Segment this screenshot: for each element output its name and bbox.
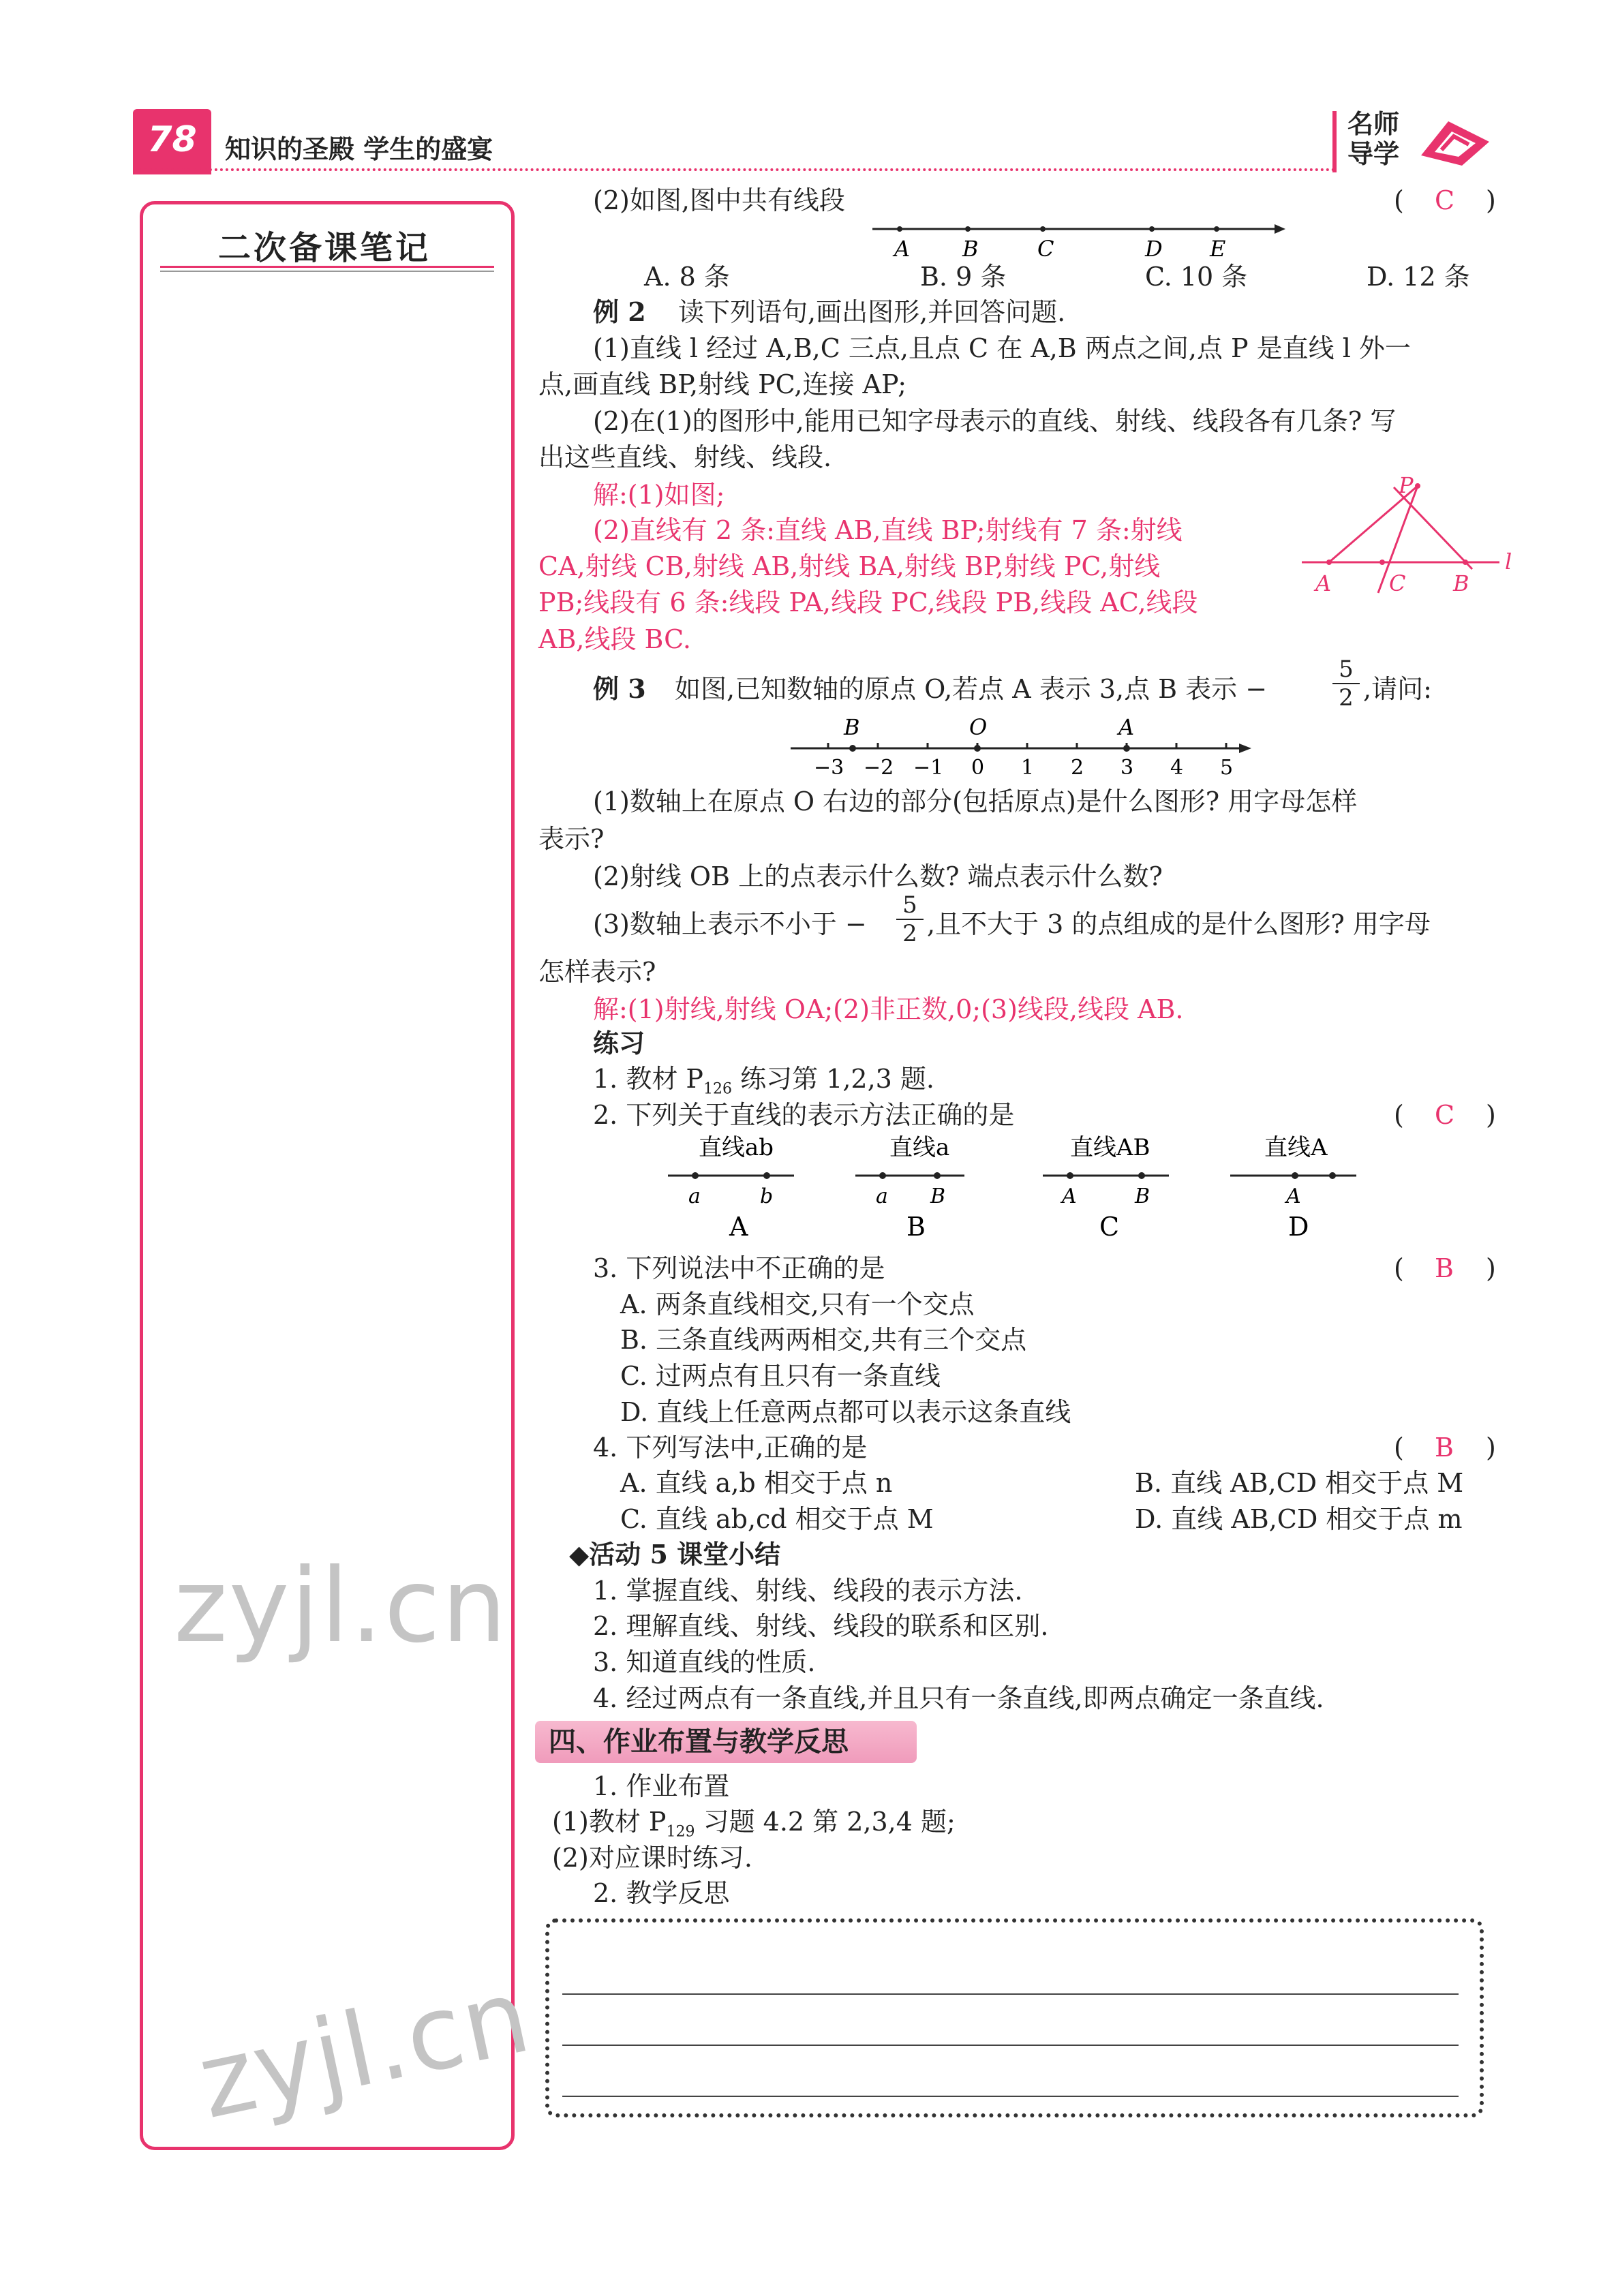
sidebar-rule xyxy=(160,266,494,268)
activity5-item: 4. 经过两点有一条直线,并且只有一条直线,即两点确定一条直线. xyxy=(593,1683,1324,1713)
ex3-intro: 如图,已知数轴的原点 O,若点 A 表示 3,点 B 表示 − xyxy=(675,674,1268,704)
ex3-q3-end: ,且不大于 3 的点组成的是什么图形? 用字母 xyxy=(927,909,1431,939)
ex3-number-line xyxy=(784,716,1261,784)
reflection-box xyxy=(545,1918,1484,2117)
item2-fig-right-label: A xyxy=(1286,1184,1301,1208)
item2-answer: C xyxy=(1435,1100,1455,1130)
ex3-tick: 2 xyxy=(1071,756,1084,780)
item3-option: D. 直线上任意两点都可以表示这条直线 xyxy=(620,1397,1071,1427)
notes-sidebar xyxy=(140,201,515,2150)
ex2-label-l: l xyxy=(1505,549,1512,575)
ex3-title: 例 3 xyxy=(593,673,646,704)
watermark: zyjl.cn xyxy=(189,1956,540,2143)
ex2-solution-3: CA,射线 CB,射线 AB,射线 BA,射线 BP,射线 PC,射线 xyxy=(538,551,1161,581)
ex3-intro-tail: ,请问: xyxy=(1363,674,1432,704)
ex3-tick: 4 xyxy=(1170,756,1184,780)
item2-fig-left-label: a xyxy=(688,1184,701,1208)
ex3-tick: 5 xyxy=(1220,756,1234,780)
item2-fig-right-label: b xyxy=(760,1184,774,1208)
q2-answer-close: ) xyxy=(1486,185,1496,215)
activity5-title: ◆活动 5 课堂小结 xyxy=(569,1539,781,1570)
item2-fig-left-label: a xyxy=(876,1184,888,1208)
ex2-solution-5: AB,线段 BC. xyxy=(538,624,691,654)
ex3-tick: −3 xyxy=(814,756,844,780)
practice-item2: 2. 下列关于直线的表示方法正确的是 xyxy=(593,1100,1015,1130)
ex3-fraction-num: 5 xyxy=(1339,656,1354,683)
ex2-solution-4: PB;线段有 6 条:线段 PA,线段 PC,线段 PB,线段 AC,线段 xyxy=(538,587,1198,617)
page-number: 78 xyxy=(133,109,211,170)
q2-answer: C xyxy=(1435,185,1455,215)
q2-point-label: A xyxy=(894,236,911,259)
q2-option-c: C. 10 条 xyxy=(1145,262,1248,292)
ex3-solution: 解:(1)射线,射线 OA;(2)非正数,0;(3)线段,线段 AB. xyxy=(593,994,1184,1024)
ex2-intro: 读下列语句,画出图形,并回答问题. xyxy=(678,297,1066,327)
q2-segment-figure xyxy=(866,218,1288,259)
q2-stem: (2)如图,图中共有线段 xyxy=(593,185,845,215)
item2-fig-letter: C xyxy=(1099,1212,1120,1242)
q2-option-d: D. 12 条 xyxy=(1367,262,1470,292)
header-slogan: 知识的圣殿 学生的盛宴 xyxy=(225,134,493,164)
ex3-q2: (2)射线 OB 上的点表示什么数? 端点表示什么数? xyxy=(593,861,1163,891)
brand-text xyxy=(1339,109,1407,174)
ex3-tick: 0 xyxy=(971,756,985,780)
item4-option: C. 直线 ab,cd 相交于点 M xyxy=(620,1504,934,1534)
ex3-q1-line1: (1)数轴上在原点 O 右边的部分(包括原点)是什么图形? 用字母怎样 xyxy=(593,786,1358,816)
homework-item1-a: (1)教材 P xyxy=(552,1807,667,1837)
ex3-q3-fraction-num: 5 xyxy=(902,891,917,919)
item2-fig-letter: B xyxy=(906,1212,926,1242)
brand-logo-icon xyxy=(1414,114,1496,169)
q2-answer-open: ( xyxy=(1394,185,1404,215)
ex3-label-a: A xyxy=(1118,716,1135,740)
practice-item3: 3. 下列说法中不正确的是 xyxy=(593,1253,885,1283)
sidebar-rule-2 xyxy=(160,271,494,272)
homework-item1-sub: 129 xyxy=(666,1823,695,1841)
header-divider xyxy=(133,168,1336,171)
item2-answer-open: ( xyxy=(1394,1100,1404,1130)
ex2-part2-line1: (2)在(1)的图形中,能用已知字母表示的直线、射线、线段各有几条? 写 xyxy=(593,406,1397,436)
item2-fig-caption: 直线AB xyxy=(1070,1134,1150,1161)
item3-option: A. 两条直线相交,只有一个交点 xyxy=(620,1289,975,1319)
ex3-tick: 1 xyxy=(1021,756,1035,780)
ex2-label-b: B xyxy=(1453,570,1469,596)
ex3-tick: −1 xyxy=(913,756,944,780)
activity5-item: 3. 知道直线的性质. xyxy=(593,1647,816,1677)
item4-answer-close: ) xyxy=(1486,1433,1496,1463)
brand-bar xyxy=(1332,111,1337,172)
item4-option: B. 直线 AB,CD 相交于点 M xyxy=(1135,1468,1464,1498)
practice-item1-sub: 126 xyxy=(703,1080,732,1098)
item2-answer-close: ) xyxy=(1486,1100,1496,1130)
item2-fig-right-label: B xyxy=(930,1184,946,1208)
ex3-q3-fraction-den: 2 xyxy=(896,919,924,947)
ex2-solution-2: (2)直线有 2 条:直线 AB,直线 BP;射线有 7 条:射线 xyxy=(593,515,1183,545)
ex2-part1-line1: (1)直线 l 经过 A,B,C 三点,且点 C 在 A,B 两点之间,点 P 是直线 l 外一 xyxy=(593,333,1411,363)
item2-fig-caption: 直线A xyxy=(1264,1134,1328,1161)
q2-option-b: B. 9 条 xyxy=(920,262,1007,292)
reflection-line xyxy=(562,2096,1459,2097)
item2-fig-caption: 直线ab xyxy=(699,1134,774,1161)
item4-option: D. 直线 AB,CD 相交于点 m xyxy=(1135,1504,1463,1534)
item2-fig-right-label: B xyxy=(1135,1184,1150,1208)
q2-point-label: D xyxy=(1145,236,1163,259)
q2-point-label: E xyxy=(1210,236,1226,259)
ex3-fraction xyxy=(1332,656,1360,711)
ex3-q1-line2: 表示? xyxy=(538,824,605,854)
ex2-label-c: C xyxy=(1389,570,1406,596)
item3-answer-close: ) xyxy=(1486,1253,1496,1283)
ex3-tick: 3 xyxy=(1120,756,1134,780)
ex2-part2-line2: 出这些直线、射线、线段. xyxy=(538,442,832,472)
item2-figures xyxy=(665,1128,1373,1244)
reflection-title: 2. 教学反思 xyxy=(593,1878,730,1908)
reflection-line xyxy=(562,2045,1459,2046)
section4-title: 四、作业布置与教学反思 xyxy=(549,1726,849,1758)
item3-option: C. 过两点有且只有一条直线 xyxy=(620,1361,941,1391)
q2-point-label: C xyxy=(1037,236,1054,259)
ex3-label-b: B xyxy=(844,716,860,740)
ex3-q3-start: (3)数轴上表示不小于 − xyxy=(593,909,867,939)
ex3-q3-fraction xyxy=(896,891,924,947)
practice-item4: 4. 下列写法中,正确的是 xyxy=(593,1433,868,1463)
practice-item1-b: 练习第 1,2,3 题. xyxy=(731,1064,934,1094)
activity5-item: 1. 掌握直线、射线、线段的表示方法. xyxy=(593,1576,1023,1606)
homework-item1-b: 习题 4.2 第 2,3,4 题; xyxy=(695,1807,956,1837)
item2-fig-caption: 直线a xyxy=(889,1134,950,1161)
item2-fig-letter: D xyxy=(1288,1212,1309,1242)
item3-option: B. 三条直线两两相交,共有三个交点 xyxy=(620,1325,1027,1355)
ex3-q3-line2: 怎样表示? xyxy=(538,957,656,987)
item2-fig-left-label: A xyxy=(1062,1184,1077,1208)
item4-answer: B xyxy=(1435,1433,1454,1463)
ex2-solution-1: 解:(1)如图; xyxy=(593,480,725,510)
item3-answer: B xyxy=(1435,1253,1454,1283)
activity5-item: 2. 理解直线、射线、线段的联系和区别. xyxy=(593,1611,1049,1641)
brand-line-2: 导学 xyxy=(1347,138,1399,169)
ex3-tick: −2 xyxy=(864,756,894,780)
header-accent-bar xyxy=(133,170,211,174)
ex3-label-o: O xyxy=(969,716,988,740)
watermark: zyjl.cn xyxy=(174,1547,508,1666)
ex2-figure xyxy=(1295,474,1520,603)
q2-point-label: B xyxy=(962,236,979,259)
q2-option-a: A. 8 条 xyxy=(644,262,730,292)
item4-answer-open: ( xyxy=(1394,1433,1404,1463)
ex2-title: 例 2 xyxy=(593,296,646,327)
item4-option: A. 直线 a,b 相交于点 n xyxy=(620,1468,893,1498)
reflection-line xyxy=(562,1993,1459,1995)
sidebar-title: 二次备课笔记 xyxy=(218,229,431,267)
homework-title: 1. 作业布置 xyxy=(593,1771,730,1801)
homework-item2: (2)对应课时练习. xyxy=(552,1843,752,1873)
ex2-part1-line2: 点,画直线 BP,射线 PC,连接 AP; xyxy=(538,369,907,399)
brand-line-1: 名师 xyxy=(1347,108,1399,139)
item2-fig-letter: A xyxy=(729,1212,748,1242)
ex3-fraction-den: 2 xyxy=(1332,683,1360,711)
practice-item1-a: 1. 教材 P xyxy=(593,1064,703,1094)
item3-answer-open: ( xyxy=(1394,1253,1404,1283)
ex2-label-p: P xyxy=(1399,474,1414,498)
ex2-label-a: A xyxy=(1315,570,1332,596)
practice-title: 练习 xyxy=(593,1028,645,1058)
